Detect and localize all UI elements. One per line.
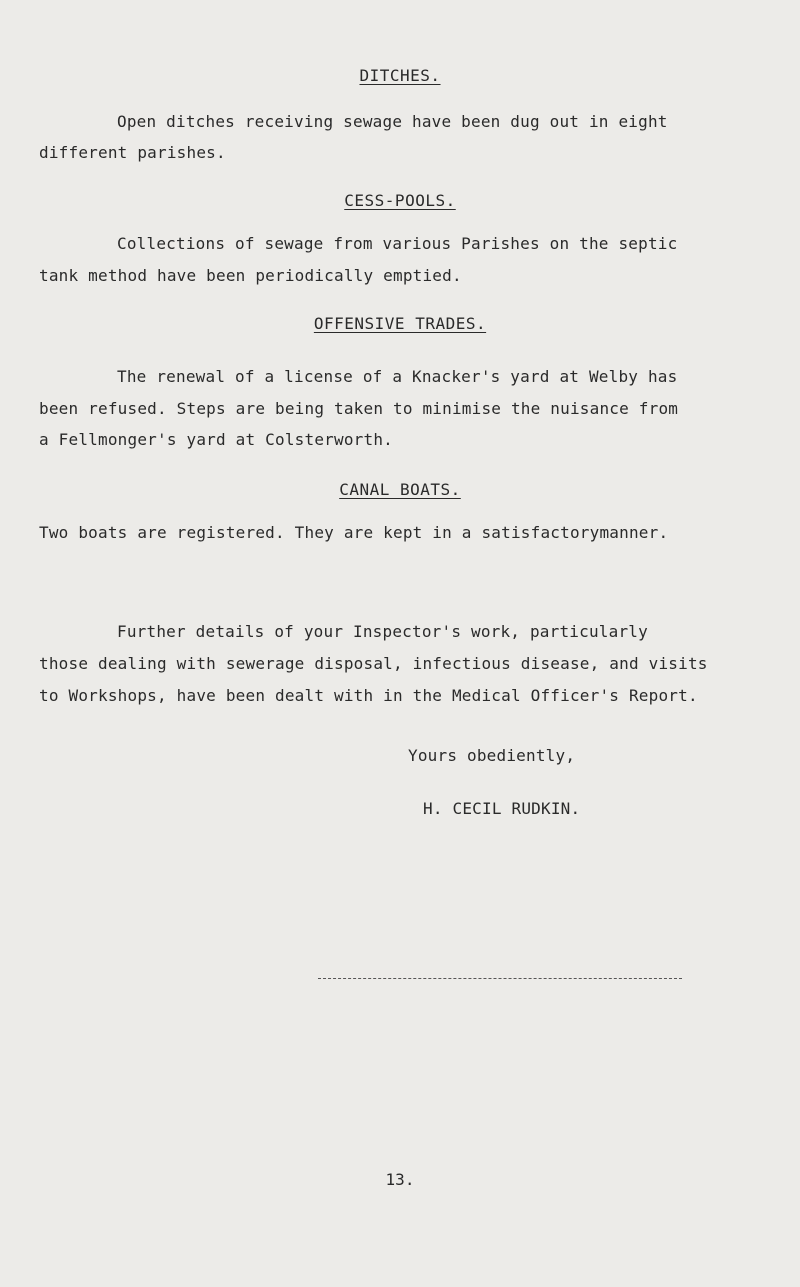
salutation: Yours obediently, xyxy=(408,746,576,765)
text-line: Open ditches receiving sewage have been dug out in eight xyxy=(117,112,668,131)
heading-offensive-trades: OFFENSIVE TRADES. xyxy=(313,314,487,333)
heading-cess-pools: CESS-POOLS. xyxy=(344,191,456,210)
divider-rule xyxy=(318,978,682,979)
text-line: The renewal of a license of a Knacker's yard at Welby has xyxy=(117,367,678,386)
signature: H. CECIL RUDKIN. xyxy=(423,799,581,818)
text-line: Further details of your Inspector's work, particularly xyxy=(117,622,648,641)
text-line: those dealing with sewerage disposal, infectious disease, and visits xyxy=(39,654,708,673)
text-line: Two boats are registered. They are kept in a satisfactorymanner. xyxy=(39,523,669,542)
heading-ditches: DITCHES. xyxy=(359,66,441,85)
text-line: different parishes. xyxy=(39,143,226,162)
text-line: tank method have been periodically emptied. xyxy=(39,266,462,285)
text-line: been refused. Steps are being taken to minimise the nuisance from xyxy=(39,399,679,418)
text-line: to Workshops, have been dealt with in the Medical Officer's Report. xyxy=(39,686,698,705)
text-line: a Fellmonger's yard at Colsterworth. xyxy=(39,430,393,449)
heading-canal-boats: CANAL BOATS. xyxy=(339,480,461,499)
page-number: 13. xyxy=(385,1170,415,1189)
text-line: Collections of sewage from various Parishes on the septic xyxy=(117,234,678,253)
